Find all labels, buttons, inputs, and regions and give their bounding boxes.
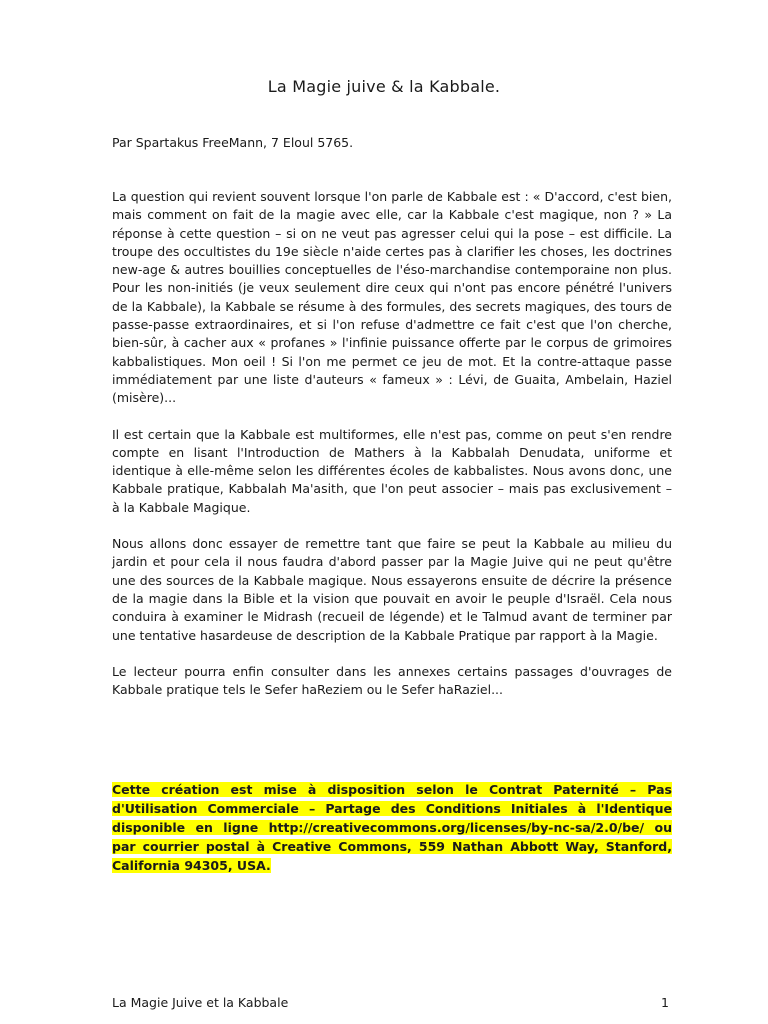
license-notice bbox=[112, 780, 672, 875]
page-number: 1 bbox=[661, 995, 669, 1010]
paragraph-4: Le lecteur pourra enfin consulter dans les annexes certains passages d'ouvrages de Kabbale pratique tels le Sefer haReziem ou le Sefer haRaziel... bbox=[112, 663, 672, 698]
paragraph-3: Nous allons donc essayer de remettre tant que faire se peut la Kabbale au milieu du jardin et pour cela il nous faudra d'abord passer par la Magie Juive qui ne peut qu'être une des sources de la Kabbale magique. Nous essayerons ensuite de décrire la présence de la magie dans la Bible et la vision que pouvait en avoir le peuple d'Israël. Cela nous conduira à examiner le Midrash (recueil de légende) et le Talmud avant de terminer par une tentative hasardeuse de description de la Kabbale Pratique par rapport à la Magie. bbox=[112, 536, 672, 643]
paragraph-2: Il est certain que la Kabbale est multiformes, elle n'est pas, comme on peut s'en rendre compte en lisant l'Introduction de Mathers à la Kabbalah Denudata, uniforme et identique à elle-même selon les différentes écoles de kabbalistes. Nous avons donc, une Kabbale pratique, Kabbalah Ma'asith, que l'on peut associer – mais pas exclusivement – à la Kabbale Magique. bbox=[112, 426, 672, 515]
document-title: La Magie juive & la Kabbale. bbox=[267, 77, 501, 96]
document-body bbox=[112, 188, 672, 717]
paragraph-1: La question qui revient souvent lorsque l'on parle de Kabbale est : « D'accord, c'est bien, mais comment on fait de la magie avec elle, car la Kabbale c'est magique, non ? » La réponse à cette question – si on ne veut pas agresser celui qui la pose – est difficile. La troupe des occultistes du 19e siècle n'aide certes pas à clarifier les choses, les doctrines new-age & autres bouillies conceptuelles de l'éso-marchandise contemporaine non plus. Pour les non-initiés (je veux seulement dire ceux qui n'ont pas encore pénétré l'univers de la Kabbale), la Kabbale se résume à des formules, des secrets magiques, des tours de passe-passe extraordinaires, et si l'on refuse d'admettre ce fait c'est que l'on cherche, bien-sûr, à cacher aux « profanes » l'infinie puissance offerte par le corpus de grimoires kabbalistiques. Mon oeil ! Si l'on me permet ce jeu de mot. Et la contre-attaque passe immédiatement par une liste d'auteurs « fameux » : Lévi, de Guaita, Ambelain, Haziel (misère)... bbox=[112, 189, 672, 406]
license-text: Cette création est mise à disposition selon le Contrat Paternité – Pas d'Utilisation Commerciale – Partage des Conditions Initiales à l'Identique disponible en ligne http://creativecommons.org/licenses/by-nc-sa/2.0/be/ ou par courrier postal à Creative Commons, 559 Nathan Abbott Way, Stanford, California 94305, USA. bbox=[112, 782, 672, 873]
document-byline: Par Spartakus FreeMann, 7 Eloul 5765. bbox=[112, 135, 354, 150]
footer-title: La Magie Juive et la Kabbale bbox=[112, 995, 289, 1010]
